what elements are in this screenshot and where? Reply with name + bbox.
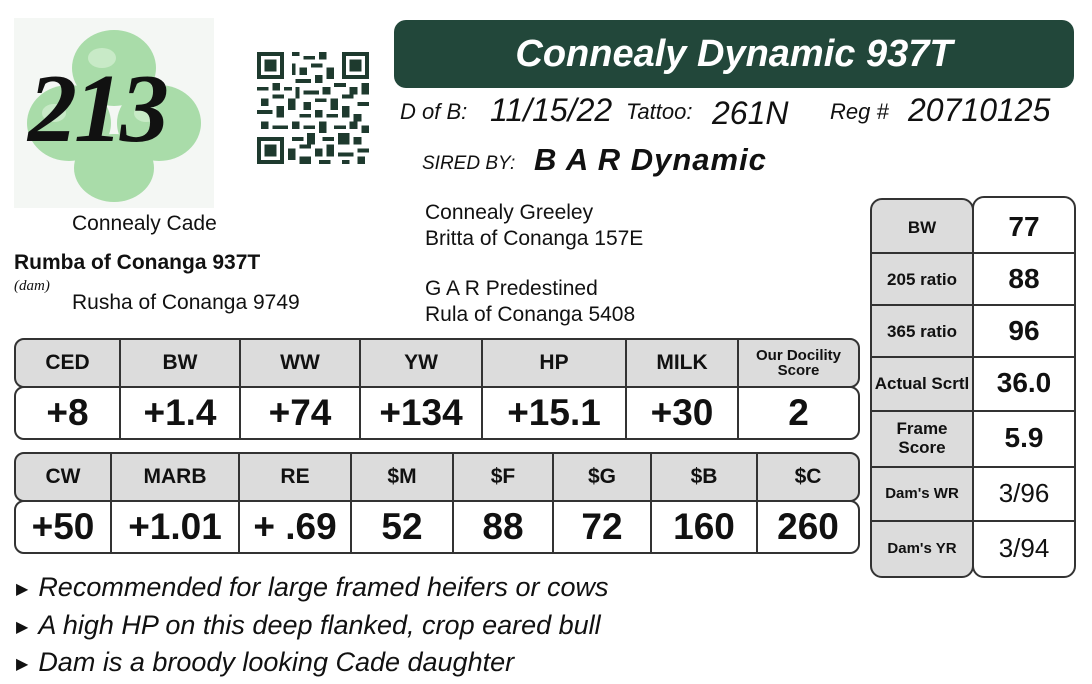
animal-name: Connealy Dynamic 937T [515,32,953,75]
epd-header: $M [352,454,454,500]
epd-header: $C [794,465,822,488]
perf-label: 205 ratio [887,269,957,289]
dam-name: Rumba of Conanga 937T [14,251,261,274]
epd-value: + .69 [240,502,352,552]
title-bar [394,20,1074,88]
epd-value: 260 [777,506,839,547]
epd-value: +30 [627,388,739,438]
epd-header: MARB [112,454,240,500]
perf-label: 365 ratio [887,321,957,341]
epd-header: $B [652,454,758,500]
epd-value: 72 [554,502,652,552]
note-item [16,572,609,603]
note-item [16,647,514,678]
perf-value: 3/94 [998,532,1050,563]
epd-value: +134 [361,388,483,438]
perf-value: 88 [1008,263,1040,294]
sire-name: B A R Dynamic [534,142,767,177]
lot-number: 213 [28,55,166,163]
bullet-triangle-icon: ▶ [16,618,29,636]
epd-value: +74 [241,388,361,438]
bullet-triangle-icon: ▶ [16,580,29,598]
perf-value: 3/96 [998,477,1050,508]
epd-value: +15.1 [483,388,627,438]
reg-value: 20710125 [908,92,1051,128]
perf-label: Actual Scrtl [874,373,970,393]
epd-value: +50 [16,502,112,552]
dam-sire: Connealy Cade [72,212,217,235]
note-text: Recommended for large framed heifers or cows [38,572,609,602]
qr-code[interactable] [256,52,370,164]
sire-sire: Connealy Greeley [425,201,594,224]
dob-value: 11/15/22 [490,92,613,128]
epd-header: $F [454,454,554,500]
note-text: A high HP on this deep flanked, crop eared bull [38,610,601,640]
dob-label: D of B: [400,99,468,124]
perf-value: 36.0 [996,367,1052,398]
dam-tag: (dam) [14,278,50,294]
epd-header-docility: Our Docility Score [755,347,841,379]
epd-header: CED [16,340,121,386]
performance-values [972,196,1076,578]
epd-value: +1.01 [112,502,240,552]
epd-header: BW [121,340,241,386]
epd-value: 52 [352,502,454,552]
sired-by-label: SIRED BY: [422,153,516,174]
note-item [16,610,601,641]
performance-labels [870,198,974,578]
epd-value: 160 [652,502,758,552]
epd-header: HP [483,340,627,386]
note-text: Dam is a broody looking Cade daughter [38,647,515,677]
epd-value: 88 [454,502,554,552]
epd-row2-values [14,500,860,554]
tattoo-label: Tattoo: [626,99,693,124]
perf-label: Dam's WR [885,484,959,502]
epd-header: CW [16,454,112,500]
epd-value: +8 [16,388,121,438]
perf-label: Frame Score [896,419,948,457]
reg-label: Reg # [830,99,889,124]
epd-header: RE [240,454,352,500]
perf-value: 5.9 [1004,422,1044,453]
perf-label: Dam's YR [887,539,957,557]
epd-value: +1.4 [121,388,241,438]
epd-header: WW [241,340,361,386]
dam-dam: Rusha of Conanga 9749 [72,291,300,314]
epd-row2-headers [14,452,860,502]
sire-dam: Britta of Conanga 157E [425,227,644,250]
epd-row1-values [14,386,860,440]
bullet-triangle-icon: ▶ [16,655,29,673]
perf-value: 77 [1008,211,1040,242]
epd-row1-headers [14,338,860,388]
dam-sire-sire: G A R Predestined [425,277,598,300]
epd-header: MILK [627,340,739,386]
perf-value: 96 [1008,315,1040,346]
epd-header: YW [361,340,483,386]
dam-sire-dam: Rula of Conanga 5408 [425,303,636,326]
perf-label: BW [907,217,937,237]
epd-header: $G [554,454,652,500]
tattoo-value: 261N [712,95,789,131]
epd-value: 2 [788,392,809,433]
